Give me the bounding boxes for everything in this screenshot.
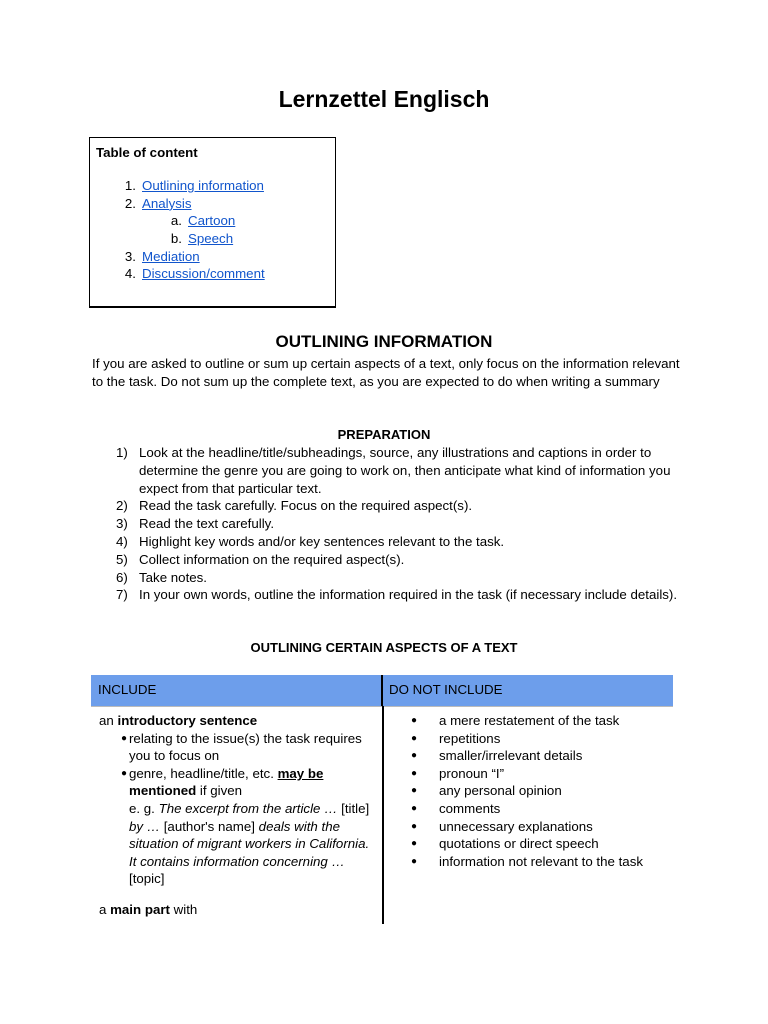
step-text: Look at the headline/title/subheadings, source, any illustrations and captions in order to determine the genre you are going to work on, then anticipate what kind of information you expect from that particular text.: [139, 445, 671, 496]
preparation-list: [92, 444, 682, 604]
main-part-line: [99, 901, 377, 919]
toc-list: [96, 177, 329, 283]
section-intro: If you are asked to outline or sum up certain aspects of a text, only focus on the information relevant to the task. Do not sum up the complete text, as you are expected to do when writing a summary: [92, 356, 680, 389]
preparation-step: [92, 444, 682, 497]
toc-link-discussion[interactable]: Discussion/comment: [142, 266, 265, 282]
bullet-text: unnecessary explanations: [439, 818, 593, 834]
do-not-include-cell: [397, 712, 667, 870]
table-header-row: [91, 675, 673, 706]
bullet-text: a mere restatement of the task: [439, 713, 620, 728]
include-bullets: [99, 730, 377, 888]
toc-number: b.: [170, 231, 182, 247]
example-placeholder: [author's name]: [160, 818, 259, 834]
bullet-text: smaller/irrelevant details: [439, 748, 583, 764]
toc-link-outlining[interactable]: Outlining information: [142, 178, 264, 194]
list-item: [397, 765, 667, 783]
bullet-text: comments: [439, 800, 501, 816]
bullet-text: information not relevant to the task: [439, 853, 643, 869]
bullet-icon: ●: [121, 732, 128, 744]
header-include: INCLUDE: [91, 675, 383, 706]
list-item: [397, 730, 667, 748]
step-text: Highlight key words and/or key sentences relevant to the task.: [139, 533, 505, 549]
toc-link-analysis[interactable]: Analysis: [142, 195, 192, 211]
aspects-title: OUTLINING CERTAIN ASPECTS OF A TEXT: [250, 640, 518, 655]
preparation-step: [92, 551, 682, 569]
toc-number: a.: [170, 213, 182, 229]
introductory-sentence-line: [99, 712, 377, 730]
bullet-icon: ●: [411, 820, 418, 832]
document-title: Lernzettel Englisch: [278, 86, 490, 112]
step-text: Take notes.: [139, 569, 208, 585]
bullet-icon: ●: [411, 732, 418, 744]
bullet-text-part: genre, headline/title, etc.: [129, 765, 278, 781]
list-item: [99, 765, 377, 888]
list-item: [397, 712, 667, 730]
list-item: [397, 800, 667, 818]
column-divider: [382, 706, 384, 924]
bullet-icon: ●: [411, 715, 418, 726]
example-placeholder: [topic]: [129, 871, 165, 887]
step-text: Read the text carefully.: [139, 516, 275, 532]
bullet-icon: ●: [121, 767, 128, 779]
example-text: deals with the situation of migrant workers in California. It contains information concerning …: [129, 818, 370, 869]
include-cell: [99, 712, 377, 919]
bullet-text: relating to the issue(s) the task requires you to focus on: [129, 730, 362, 764]
bullet-icon: ●: [411, 802, 418, 814]
toc-link-speech[interactable]: Speech: [188, 231, 234, 247]
toc-item-mediation: [96, 247, 329, 265]
step-text: In your own words, outline the information required in the task (if necessary include details).: [139, 587, 678, 603]
toc-link-cartoon[interactable]: Cartoon: [188, 213, 236, 229]
list-item: [397, 835, 667, 853]
step-number: 2): [116, 498, 128, 514]
toc-item-discussion: [96, 265, 329, 283]
exclude-bullets: [397, 712, 667, 870]
preparation-step: [92, 569, 682, 587]
bullet-text: quotations or direct speech: [439, 836, 599, 852]
toc-item-analysis: [96, 195, 329, 213]
toc-number: 2.: [124, 195, 136, 211]
step-number: 5): [116, 551, 128, 567]
toc-number: 4.: [124, 266, 136, 282]
preparation-step: [92, 497, 682, 515]
list-item: [99, 730, 377, 765]
step-number: 6): [116, 569, 128, 585]
toc-item-cartoon: [96, 212, 329, 230]
bullet-text: repetitions: [439, 730, 501, 746]
section-title: OUTLINING INFORMATION: [275, 332, 493, 351]
step-text: Collect information on the required aspect(s).: [139, 551, 405, 567]
bullet-emphasis: may be: [277, 765, 324, 781]
preparation-step: [92, 515, 682, 533]
header-do-not-include: DO NOT INCLUDE: [389, 682, 503, 697]
bullet-icon: ●: [411, 767, 418, 779]
example-text: by …: [129, 818, 161, 834]
bullet-icon: ●: [411, 838, 418, 850]
toc-number: 1.: [124, 178, 136, 194]
intro-prefix: an: [99, 713, 118, 728]
toc-heading: Table of content: [96, 145, 198, 160]
list-item: [397, 747, 667, 765]
step-number: 7): [116, 587, 128, 603]
bullet-icon: ●: [411, 785, 418, 797]
example-prefix: e. g.: [129, 800, 159, 816]
preparation-step: [92, 533, 682, 551]
toc-link-mediation[interactable]: Mediation: [142, 248, 200, 264]
bullet-icon: ●: [411, 855, 418, 867]
intro-keyword: introductory sentence: [117, 713, 258, 728]
main-prefix: a: [99, 901, 111, 917]
bullet-text: any personal opinion: [439, 783, 562, 799]
example-text: The excerpt from the article …: [158, 800, 338, 816]
bullet-text: [129, 765, 377, 888]
toc-number: 3.: [124, 248, 136, 264]
table-of-contents: [89, 137, 336, 308]
bullet-icon: ●: [411, 750, 418, 762]
preparation-step: [92, 586, 682, 604]
bullet-text: pronoun “I”: [439, 765, 505, 781]
bullet-text-part: if given: [196, 783, 243, 799]
aspects-table: [91, 675, 673, 925]
main-keyword: main part: [110, 901, 170, 917]
step-number: 3): [116, 516, 128, 532]
bullet-emphasis: mentioned: [129, 783, 197, 799]
step-number: 4): [116, 533, 128, 549]
preparation-title: PREPARATION: [337, 427, 431, 442]
list-item: [397, 853, 667, 871]
step-text: Read the task carefully. Focus on the required aspect(s).: [139, 498, 473, 514]
toc-item-outlining: [96, 177, 329, 195]
example-placeholder: [title]: [341, 800, 370, 816]
main-suffix: with: [169, 901, 198, 917]
toc-item-speech: [96, 230, 329, 248]
list-item: [397, 818, 667, 836]
list-item: [397, 782, 667, 800]
step-number: 1): [116, 445, 128, 460]
